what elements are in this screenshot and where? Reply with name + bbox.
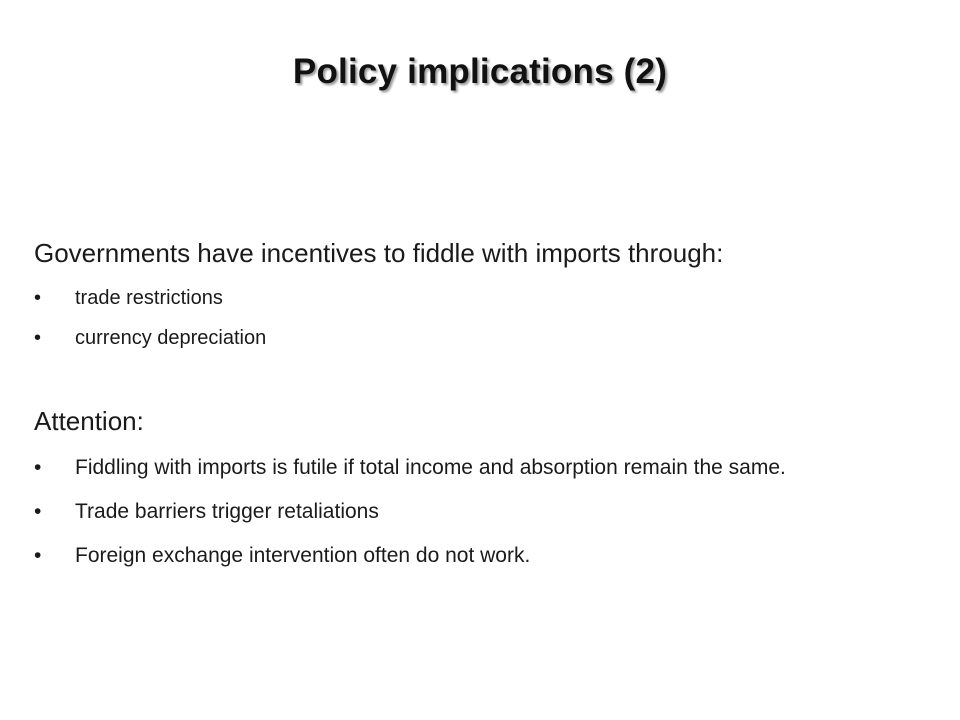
bullet-dot: • bbox=[34, 544, 42, 567]
bullet-item bbox=[34, 286, 914, 310]
attention-bullet-list bbox=[34, 453, 914, 585]
bullet-dot: • bbox=[34, 500, 42, 523]
bullet-dot: • bbox=[34, 456, 42, 479]
bullet-text: Fiddling with imports is futile if total income and absorption remain the same. bbox=[75, 456, 786, 479]
slide-title: Policy implications (2) bbox=[292, 52, 668, 91]
bullet-dot: • bbox=[34, 327, 42, 349]
section-heading-incentives: Governments have incentives to fiddle with imports through: bbox=[34, 238, 724, 268]
bullet-item bbox=[34, 497, 914, 527]
bullet-text: trade restrictions bbox=[75, 287, 223, 309]
bullet-dot: • bbox=[34, 287, 42, 309]
bullet-item bbox=[34, 453, 914, 483]
bullet-text: currency depreciation bbox=[75, 327, 267, 349]
bullet-item bbox=[34, 326, 914, 350]
bullet-item bbox=[34, 541, 914, 571]
bullet-text: Foreign exchange intervention often do not work. bbox=[75, 544, 531, 567]
bullet-text: Trade barriers trigger retaliations bbox=[75, 500, 379, 523]
incentives-bullet-list bbox=[34, 286, 914, 366]
section-heading-attention: Attention: bbox=[34, 406, 144, 436]
